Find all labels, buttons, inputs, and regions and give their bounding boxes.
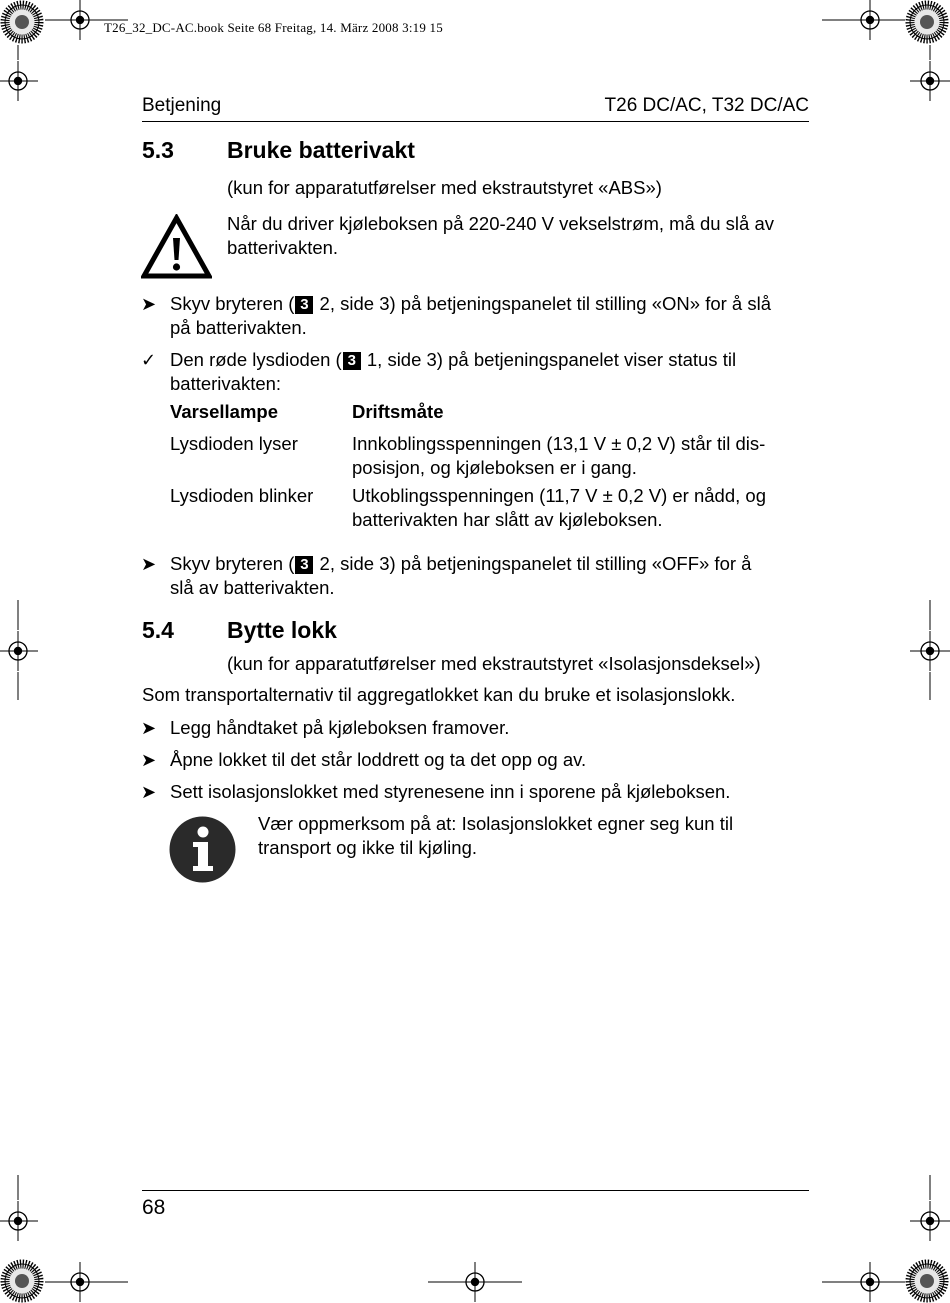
step-2-line-2: slå av batterivakten. — [170, 577, 335, 598]
section-5-3-note: (kun for apparatutførelser med ekstrautstyret «ABS») — [227, 177, 662, 198]
step-2-post: 2, side 3) på betjeningspanelet til stilling «OFF» for å — [314, 553, 752, 574]
section-5-4-title: Bytte lokk — [227, 617, 337, 643]
page-number: 68 — [142, 1196, 166, 1219]
section-5-4-intro: Som transportalternativ til aggregatlokket kan du bruke et isolasjonslokk. — [142, 684, 736, 705]
section-5-3-title: Bruke batterivakt — [227, 137, 415, 163]
table-cell-mode: Innkoblingsspenningen (13,1 V ± 0,2 V) står til dis- — [352, 433, 766, 454]
figure-ref-badge: 3 — [295, 556, 313, 574]
result-check-icon: ✓ — [141, 350, 157, 370]
section-5-4-number: 5.4 — [142, 617, 174, 643]
table-cell-lamp: Lysdioden blinker — [170, 485, 314, 506]
section-5-4-note: (kun for apparatutførelser med ekstrautstyret «Isolasjonsdeksel») — [227, 653, 761, 674]
result-post: 1, side 3) på betjeningspanelet viser status til — [361, 349, 737, 370]
table-cell-mode: posisjon, og kjøleboksen er i gang. — [352, 457, 637, 478]
list-item: Legg håndtaket på kjøleboksen framover. — [170, 717, 510, 738]
warning-text-line-1: Når du driver kjøleboksen på 220-240 V vekselstrøm, må du slå av — [227, 213, 775, 234]
info-text-line-2: transport og ikke til kjøling. — [258, 837, 478, 858]
running-header-left: Betjening — [142, 95, 222, 116]
warning-text-line-2: batterivakten. — [227, 237, 339, 258]
step-1-pre: Skyv bryteren ( — [170, 293, 295, 314]
table-cell-mode: Utkoblingsspenningen (11,7 V ± 0,2 V) er nådd, og — [352, 485, 766, 506]
running-header-right: T26 DC/AC, T32 DC/AC — [604, 95, 809, 116]
step-arrow-icon: ➤ — [141, 750, 157, 770]
figure-ref-badge: 3 — [343, 352, 361, 370]
step-arrow-icon: ➤ — [141, 718, 157, 738]
step-1-line-2: på batterivakten. — [170, 317, 307, 338]
info-text-line-1: Vær oppmerksom på at: Isolasjonslokket egner seg kun til — [258, 813, 734, 834]
step-arrow-icon: ➤ — [141, 782, 157, 802]
result-line-2: batterivakten: — [170, 373, 282, 394]
table-cell-lamp: Lysdioden lyser — [170, 433, 298, 454]
figure-ref-badge: 3 — [295, 296, 313, 314]
step-1-post: 2, side 3) på betjeningspanelet til stilling «ON» for å slå — [314, 293, 771, 314]
table-cell-mode: batterivakten har slått av kjøleboksen. — [352, 509, 663, 530]
result-pre: Den røde lysdioden ( — [170, 349, 342, 370]
print-slug: T26_32_DC-AC.book Seite 68 Freitag, 14. März 2008 3:19 15 — [104, 20, 443, 35]
list-item: Åpne lokket til det står loddrett og ta det opp og av. — [170, 749, 587, 770]
step-arrow-icon: ➤ — [141, 554, 157, 574]
table-header-lamp: Varsellampe — [170, 401, 278, 422]
table-header-mode: Driftsmåte — [352, 401, 444, 422]
step-arrow-icon: ➤ — [141, 294, 157, 314]
list-item: Sett isolasjonslokket med styrenesene inn i sporene på kjøleboksen. — [170, 781, 731, 802]
section-5-3-number: 5.3 — [142, 137, 174, 163]
step-2-pre: Skyv bryteren ( — [170, 553, 295, 574]
